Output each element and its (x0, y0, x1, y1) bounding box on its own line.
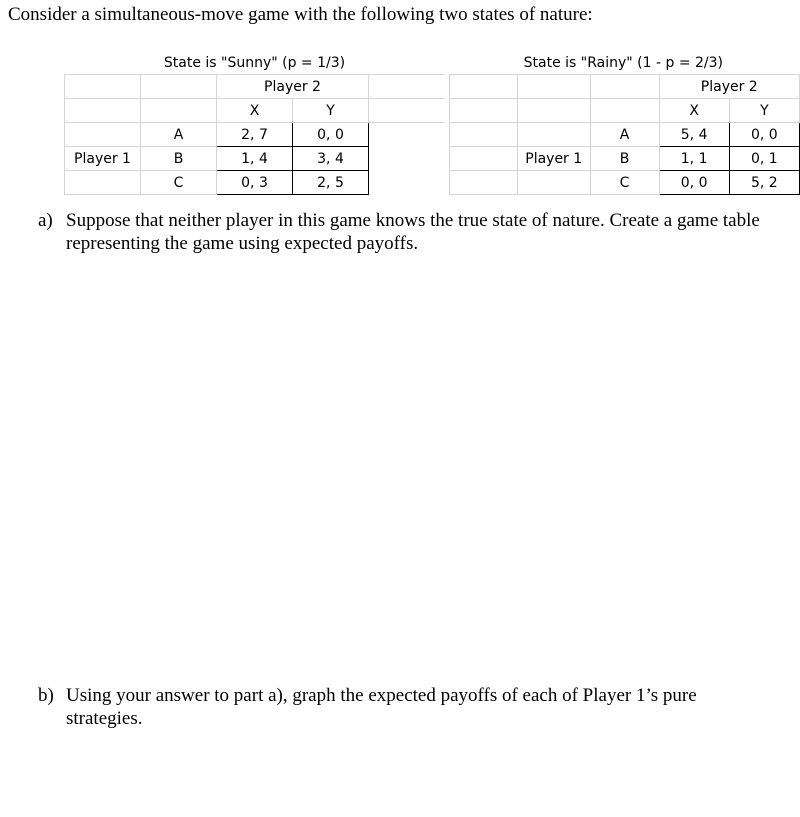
payoff-cell: 0, 1 (729, 147, 799, 171)
table-title: State is "Sunny" (p = 1/3) (141, 51, 369, 75)
player1-label: Player 1 (517, 147, 590, 171)
rainy-payoff-table (449, 51, 800, 195)
question-label: a) (38, 210, 53, 231)
payoff-cell: 0, 0 (729, 123, 799, 147)
row-label: C (590, 171, 659, 195)
question-text: Using your answer to part a), graph the expected payoffs of each of Player 1’s pure strategies. (66, 685, 697, 729)
table-title: State is "Rainy" (1 - p = 2/3) (517, 51, 729, 75)
col-header: Y (293, 99, 369, 123)
question-label: b) (38, 685, 54, 706)
payoff-cell: 2, 7 (217, 123, 293, 147)
payoff-cell: 2, 5 (293, 171, 369, 195)
payoff-cell: 5, 2 (729, 171, 799, 195)
row-label: A (141, 123, 217, 147)
player2-label: Player 2 (217, 75, 369, 99)
payoff-cell: 3, 4 (293, 147, 369, 171)
col-header: X (659, 99, 729, 123)
payoff-cell: 1, 1 (659, 147, 729, 171)
intro-text: Consider a simultaneous-move game with the following two states of nature: (8, 4, 593, 25)
payoff-cell: 0, 0 (659, 171, 729, 195)
sunny-payoff-table (64, 51, 444, 195)
row-label: A (590, 123, 659, 147)
row-label: B (141, 147, 217, 171)
payoff-cell: 1, 4 (217, 147, 293, 171)
player2-label: Player 2 (659, 75, 799, 99)
player1-label: Player 1 (65, 147, 141, 171)
question-text: Suppose that neither player in this game knows the true state of nature. Create a game table representing the game using expected payoffs. (66, 210, 760, 254)
col-header: X (217, 99, 293, 123)
payoff-cell: 0, 3 (217, 171, 293, 195)
row-label: C (141, 171, 217, 195)
payoff-cell: 5, 4 (659, 123, 729, 147)
payoff-cell: 0, 0 (293, 123, 369, 147)
col-header: Y (729, 99, 799, 123)
row-label: B (590, 147, 659, 171)
